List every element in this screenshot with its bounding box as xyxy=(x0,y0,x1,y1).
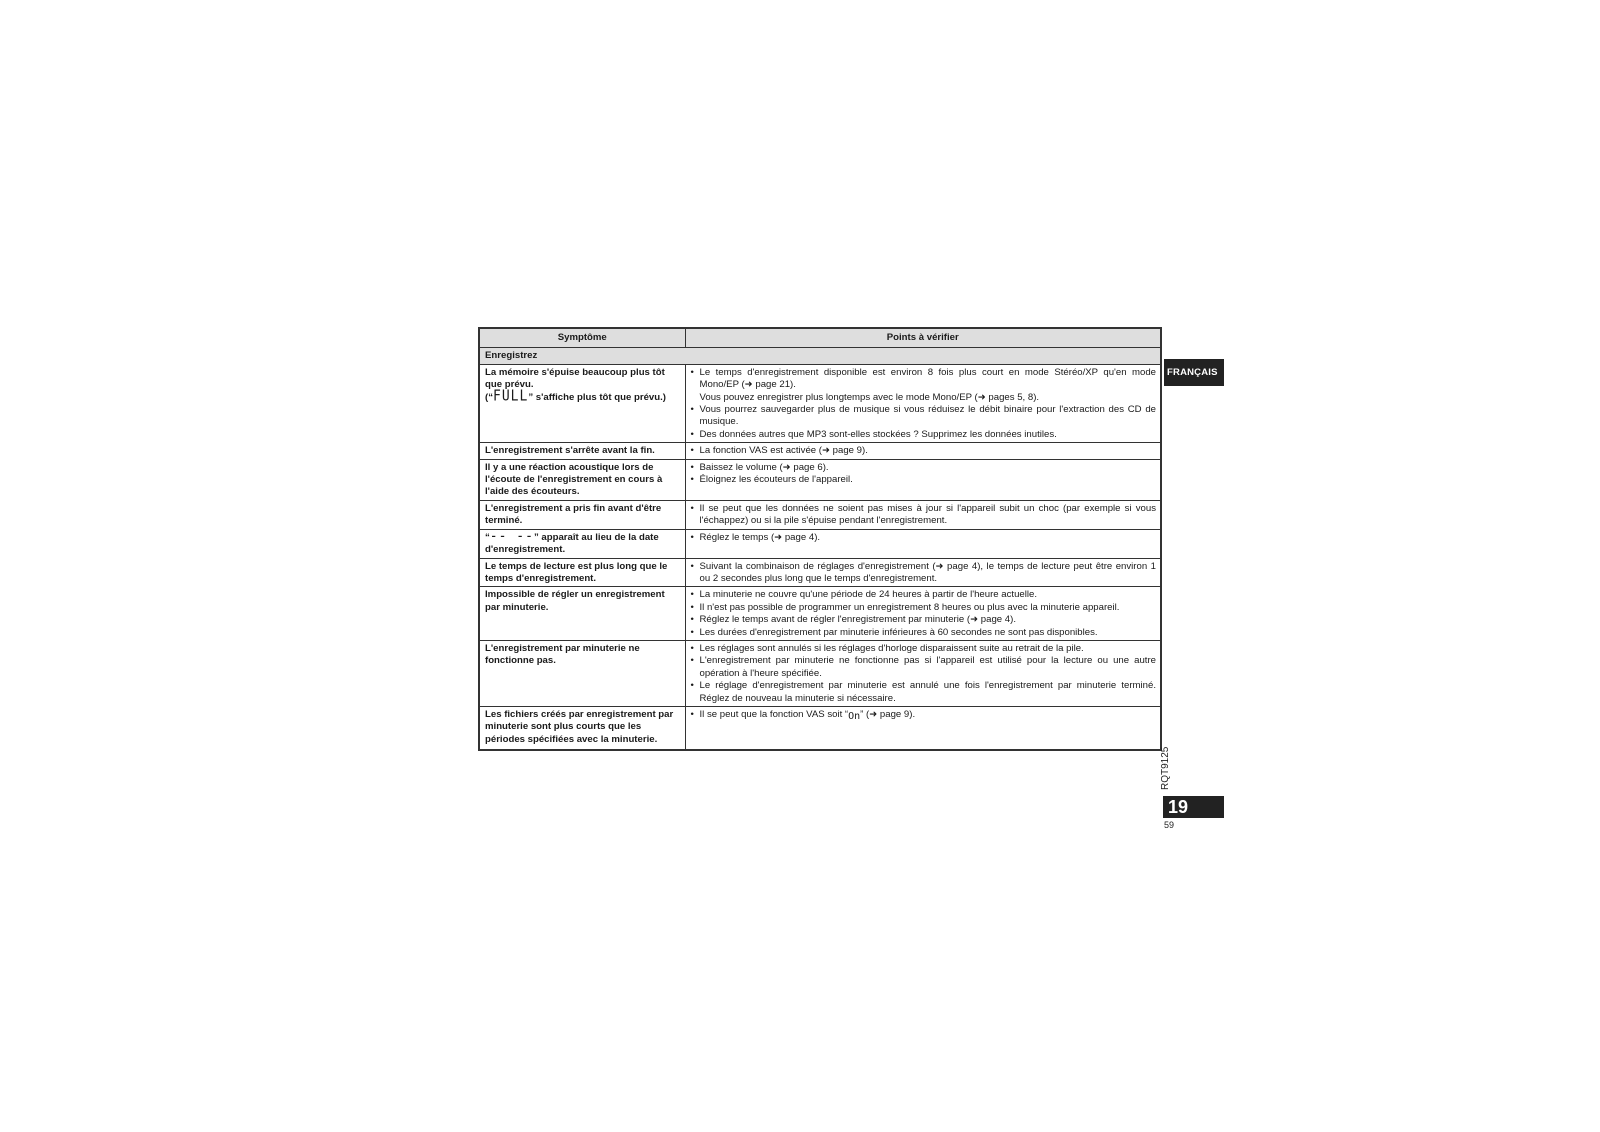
check-point: • Le temps d'enregistrement disponible est environ 8 fois plus court en mode Stéréo/XP qu'en mode Mono/EP (➜ page 21). Vous pouvez enregistrer plus longtemps avec le mode Mono/EP (➜ pages 5, 8). xyxy=(691,367,1157,404)
check-point: • Vous pourrez sauvegarder plus de musique si vous réduisez le débit binaire pour l'extraction des CD de musique. xyxy=(691,404,1157,429)
check-point: • L'enregistrement par minuterie ne fonctionne pas si l'appareil est utilisé pour la lecture ou une autre opération à l'heure spécifiée. xyxy=(691,655,1157,680)
check-point: • Il n'est pas possible de programmer un enregistrement 8 heures ou plus avec la minuterie appareil. xyxy=(691,602,1157,614)
symptom-text: La mémoire s'épuise beaucoup plus tôt que prévu. xyxy=(485,366,665,391)
check-cell xyxy=(685,706,1161,750)
lcd-full-display: FULL xyxy=(493,387,529,405)
lcd-on-display: On xyxy=(848,710,861,722)
check-point: • Des données autres que MP3 sont-elles stockées ? Supprimez les données inutiles. xyxy=(691,429,1157,441)
symptom-cell: Le temps de lecture est plus long que le temps d'enregistrement. xyxy=(479,558,685,587)
table-row xyxy=(479,459,1161,500)
symptom-cell: “-- --” apparaît au lieu de la date d'enregistrement. xyxy=(479,529,685,558)
section-title: Enregistrez xyxy=(479,348,1161,364)
section-row xyxy=(479,348,1161,364)
language-tab: FRANÇAIS xyxy=(1164,359,1224,386)
check-point: • Suivant la combinaison de réglages d'enregistrement (➜ page 4), le temps de lecture peut être environ 1 ou 2 secondes plus long que le temps d'enregistrement. xyxy=(691,561,1157,586)
check-point: • Le réglage d'enregistrement par minuterie est annulé une fois l'enregistrement par minuterie terminé. Réglez de nouveau la minuterie si nécessaire. xyxy=(691,680,1157,705)
symptom-text-prefix: (“ xyxy=(485,391,493,403)
check-cell xyxy=(685,364,1161,442)
symptom-cell: Il y a une réaction acoustique lors de l'écoute de l'enregistrement en cours à l'aide des écouteurs. xyxy=(479,459,685,500)
check-point: • Il se peut que la fonction VAS soit “On” (➜ page 9). xyxy=(691,709,1157,722)
troubleshooting-sheet xyxy=(478,327,1160,751)
table-row xyxy=(479,529,1161,558)
symptom-cell: L'enregistrement s'arrête avant la fin. xyxy=(479,443,685,459)
lcd-dashes-display: -- -- xyxy=(489,527,534,545)
symptom-text-suffix: ” s'affiche plus tôt que prévu.) xyxy=(528,391,666,403)
check-point: • Éloignez les écouteurs de l'appareil. xyxy=(691,474,1157,486)
check-cell xyxy=(685,443,1161,459)
symptom-cell: Les fichiers créés par enregistrement par minuterie sont plus courts que les périodes spécifiées avec la minuterie. xyxy=(479,706,685,750)
check-cell xyxy=(685,500,1161,529)
table-row xyxy=(479,706,1161,750)
check-cell xyxy=(685,459,1161,500)
check-point-continuation: Vous pouvez enregistrer plus longtemps avec le mode Mono/EP (➜ pages 5, 8). xyxy=(699,391,1040,403)
symptom-cell xyxy=(479,364,685,442)
model-code: RQT9125 xyxy=(1160,746,1171,790)
check-point: • Les durées d'enregistrement par minuterie inférieures à 60 secondes ne sont pas disponibles. xyxy=(691,627,1157,639)
check-point: • Baissez le volume (➜ page 6). xyxy=(691,462,1157,474)
check-point: • Réglez le temps avant de régler l'enregistrement par minuterie (➜ page 4). xyxy=(691,614,1157,626)
symptom-cell: Impossible de régler un enregistrement par minuterie. xyxy=(479,587,685,641)
check-cell xyxy=(685,558,1161,587)
table-row xyxy=(479,587,1161,641)
table-row xyxy=(479,640,1161,706)
troubleshooting-table xyxy=(478,327,1162,751)
check-point: • Il se peut que les données ne soient pas mises à jour si l'appareil subit un choc (par exemple si vous l'échappez) ou si la pile s'épuise pendant l'enregistrement. xyxy=(691,503,1157,528)
check-point: • Les réglages sont annulés si les réglages d'horloge disparaissent suite au retrait de la pile. xyxy=(691,643,1157,655)
table-row xyxy=(479,558,1161,587)
table-row xyxy=(479,364,1161,442)
page-number-small: 59 xyxy=(1164,820,1175,830)
column-header-check: Points à vérifier xyxy=(685,328,1161,348)
symptom-cell: L'enregistrement a pris fin avant d'être terminé. xyxy=(479,500,685,529)
check-point: • La fonction VAS est activée (➜ page 9). xyxy=(691,445,1157,457)
table-header-row xyxy=(479,328,1161,348)
column-header-symptom: Symptôme xyxy=(479,328,685,348)
check-point: • La minuterie ne couvre qu'une période de 24 heures à partir de l'heure actuelle. xyxy=(691,589,1157,601)
check-cell xyxy=(685,640,1161,706)
table-row xyxy=(479,500,1161,529)
check-cell xyxy=(685,587,1161,641)
check-cell xyxy=(685,529,1161,558)
page-number: 19 xyxy=(1163,796,1224,818)
table-row xyxy=(479,443,1161,459)
symptom-cell: L'enregistrement par minuterie ne fonctionne pas. xyxy=(479,640,685,706)
check-point: • Réglez le temps (➜ page 4). xyxy=(691,532,1157,544)
